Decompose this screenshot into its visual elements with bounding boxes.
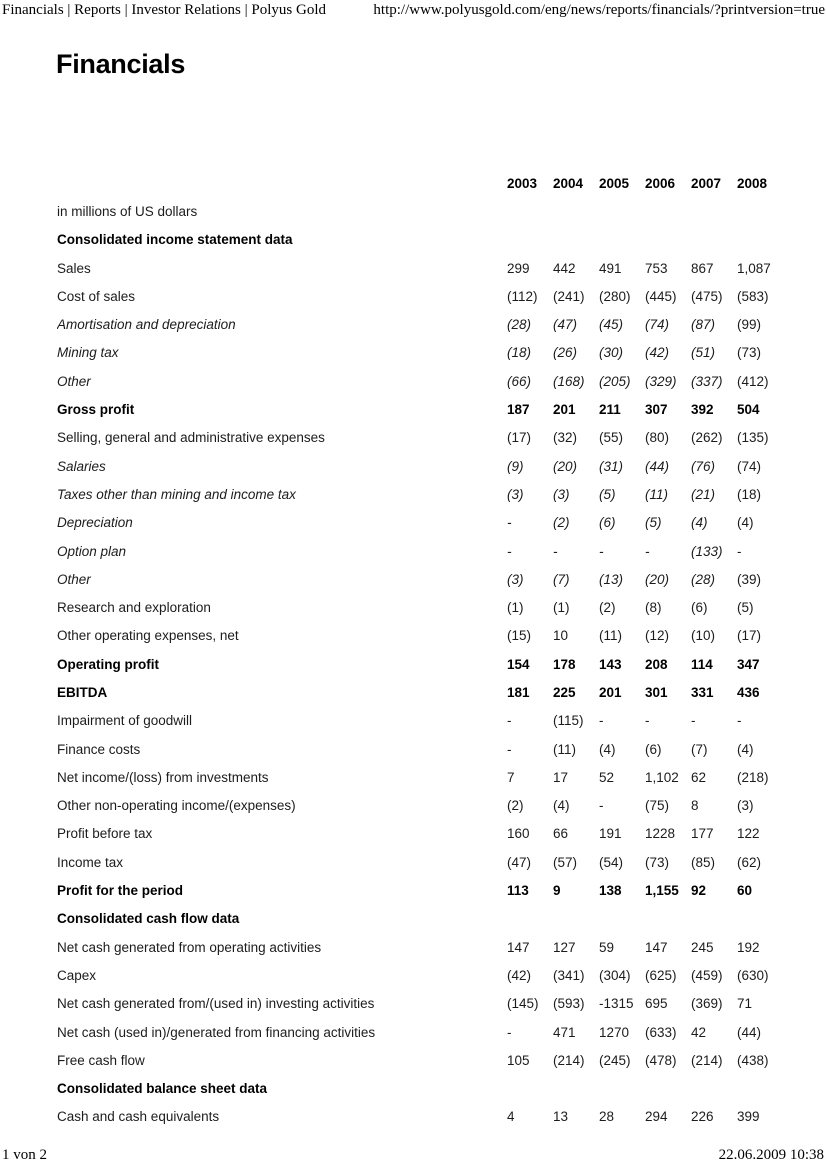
row-value: 294	[645, 1109, 668, 1125]
row-value	[691, 905, 737, 933]
year-header: 2003	[507, 175, 538, 191]
row-value: (6)	[691, 600, 708, 616]
row-value: -	[507, 741, 512, 757]
row-value: (54)	[599, 854, 624, 870]
year-header: 2004	[553, 175, 584, 191]
row-value: (1)	[507, 600, 524, 616]
row-value	[599, 226, 645, 254]
row-value: 299	[507, 260, 530, 276]
row-value: 4	[507, 1109, 515, 1125]
row-value: -	[645, 713, 650, 729]
row-value: 347	[737, 656, 760, 672]
row-value: 28	[599, 1109, 615, 1125]
financials-table	[57, 169, 801, 1131]
row-value: 127	[553, 939, 576, 955]
row-value: (11)	[599, 628, 623, 644]
row-value: -	[599, 798, 604, 814]
row-value: (214)	[553, 1052, 585, 1068]
row-value: -	[553, 543, 558, 559]
table-row	[57, 593, 801, 621]
row-value: (17)	[507, 430, 532, 446]
row-value: (2)	[599, 600, 616, 616]
row-value: 226	[691, 1109, 714, 1125]
row-value: (218)	[737, 769, 769, 785]
row-value	[645, 905, 691, 933]
row-value: 187	[507, 402, 530, 418]
row-value	[691, 1075, 737, 1103]
table-row	[57, 367, 801, 395]
row-value: 138	[599, 883, 622, 899]
page-number: 1 von 2	[2, 1147, 47, 1163]
table-row	[57, 339, 801, 367]
row-value: -1315	[599, 996, 634, 1012]
row-value: 42	[691, 1024, 707, 1040]
row-value: (4)	[737, 741, 754, 757]
row-label: Consolidated income statement data	[57, 232, 293, 248]
row-value: (3)	[737, 798, 754, 814]
row-value: (73)	[737, 345, 762, 361]
row-value: -	[507, 543, 512, 559]
table-row	[57, 848, 801, 876]
row-value: (341)	[553, 967, 585, 983]
row-value: (168)	[553, 373, 585, 389]
row-value: (369)	[691, 996, 723, 1012]
row-value: 60	[737, 883, 753, 899]
table-row	[57, 424, 801, 452]
row-value: (13)	[599, 571, 624, 587]
row-label: Operating profit	[57, 656, 159, 672]
row-label: Consolidated balance sheet data	[57, 1081, 268, 1097]
row-value: (412)	[737, 373, 769, 389]
row-label: Profit for the period	[57, 883, 183, 899]
row-value: 59	[599, 939, 615, 955]
table-row	[57, 537, 801, 565]
row-label: Net cash generated from/(used in) investing activities	[57, 996, 375, 1012]
table-row	[57, 961, 801, 989]
row-value: (3)	[507, 486, 524, 502]
row-value: 695	[645, 996, 668, 1012]
row-value: (32)	[553, 430, 578, 446]
row-value: -	[737, 713, 742, 729]
row-label: Cash and cash equivalents	[57, 1109, 220, 1125]
row-value	[553, 1075, 599, 1103]
row-label: Net income/(loss) from investments	[57, 769, 269, 785]
row-value	[645, 226, 691, 254]
row-value: -	[507, 1024, 512, 1040]
row-value: (31)	[599, 458, 624, 474]
row-value: 92	[691, 883, 707, 899]
table-row	[57, 1046, 801, 1074]
row-label: Other non-operating income/(expenses)	[57, 798, 296, 814]
row-value: 1270	[599, 1024, 630, 1040]
table-row	[57, 480, 801, 508]
row-value: (304)	[599, 967, 631, 983]
row-value	[507, 226, 553, 254]
row-value: (112)	[507, 288, 538, 304]
row-value: 211	[599, 402, 621, 418]
table-row	[57, 820, 801, 848]
row-value: (241)	[553, 288, 585, 304]
row-value: 177	[691, 826, 714, 842]
row-value: (21)	[691, 486, 716, 502]
row-value: (583)	[737, 288, 769, 304]
table-row	[57, 254, 801, 282]
row-label: Taxes other than mining and income tax	[57, 486, 296, 502]
page-title: Financials	[56, 49, 186, 79]
row-value	[507, 905, 553, 933]
row-value: 191	[599, 826, 622, 842]
row-value	[737, 226, 801, 254]
row-value: (280)	[599, 288, 631, 304]
table-row	[57, 876, 801, 904]
row-value: (42)	[645, 345, 670, 361]
row-label: Amortisation and depreciation	[57, 317, 236, 333]
row-value: -	[691, 713, 696, 729]
row-value: 471	[553, 1024, 576, 1040]
row-value: 13	[553, 1109, 569, 1125]
row-label: Net cash (used in)/generated from financing activities	[57, 1024, 376, 1040]
row-value: (80)	[645, 430, 670, 446]
row-value: (478)	[645, 1052, 677, 1068]
row-value: 147	[645, 939, 668, 955]
row-value: (205)	[599, 373, 631, 389]
row-value: 178	[553, 656, 576, 672]
row-value: (445)	[645, 288, 677, 304]
year-header-row	[57, 169, 801, 197]
row-value: (459)	[691, 967, 723, 983]
row-value: 867	[691, 260, 714, 276]
row-value: (42)	[507, 967, 532, 983]
row-value: 192	[737, 939, 760, 955]
row-value: (44)	[645, 458, 670, 474]
row-value: (47)	[507, 854, 532, 870]
row-value	[737, 1075, 801, 1103]
row-value: 201	[599, 684, 622, 700]
table-row	[57, 565, 801, 593]
row-value: -	[507, 515, 512, 531]
row-label: Selling, general and administrative expenses	[57, 430, 325, 446]
table-row	[57, 990, 801, 1018]
row-value: (18)	[737, 486, 762, 502]
row-value: (74)	[645, 317, 670, 333]
row-label: Income tax	[57, 854, 124, 870]
row-value: (85)	[691, 854, 716, 870]
row-value: (475)	[691, 288, 723, 304]
row-value: (4)	[691, 515, 708, 531]
row-value: -	[507, 713, 512, 729]
row-value: -	[737, 543, 742, 559]
row-value: (5)	[645, 515, 662, 531]
row-value: (5)	[737, 600, 754, 616]
row-value	[507, 1075, 553, 1103]
row-value	[553, 226, 599, 254]
row-value: 10	[553, 628, 569, 644]
row-value: 245	[691, 939, 714, 955]
row-value	[599, 905, 645, 933]
row-value: 491	[599, 260, 622, 276]
row-label: Research and exploration	[57, 600, 211, 616]
row-value: (145)	[507, 996, 539, 1012]
row-label: Consolidated cash flow data	[57, 911, 240, 927]
row-value: (133)	[691, 543, 723, 559]
row-label: EBITDA	[57, 684, 108, 700]
row-value: (15)	[507, 628, 532, 644]
row-value: -	[599, 713, 604, 729]
row-label: Profit before tax	[57, 826, 153, 842]
print-header	[2, 2, 825, 19]
table-row	[57, 282, 801, 310]
row-value: (1)	[553, 600, 570, 616]
row-value: (115)	[553, 713, 584, 729]
row-value: (4)	[737, 515, 754, 531]
row-value: (11)	[645, 486, 669, 502]
row-value: 66	[553, 826, 569, 842]
row-label: Salaries	[57, 458, 106, 474]
row-value: (66)	[507, 373, 532, 389]
row-value: (8)	[645, 600, 662, 616]
row-value: 154	[507, 656, 530, 672]
row-value: 208	[645, 656, 668, 672]
row-value: (74)	[737, 458, 762, 474]
row-label: Capex	[57, 967, 97, 983]
year-header: 2005	[599, 175, 630, 191]
row-value: 52	[599, 769, 615, 785]
row-value: 1,155	[645, 883, 679, 899]
row-value: (2)	[507, 798, 524, 814]
row-value: (4)	[599, 741, 616, 757]
row-value: (75)	[645, 798, 670, 814]
table-row	[57, 763, 801, 791]
row-label: Impairment of goodwill	[57, 713, 193, 729]
row-label: Net cash generated from operating activities	[57, 939, 322, 955]
row-value: 392	[691, 402, 714, 418]
row-value: (5)	[599, 486, 616, 502]
row-value: 504	[737, 402, 760, 418]
row-value: (245)	[599, 1052, 631, 1068]
table-row	[57, 678, 801, 706]
row-value	[737, 905, 801, 933]
row-value: (55)	[599, 430, 624, 446]
print-timestamp: 22.06.2009 10:38	[718, 1147, 824, 1163]
row-value: 113	[507, 883, 529, 899]
row-value	[553, 905, 599, 933]
row-value: 7	[507, 769, 515, 785]
row-value: (6)	[645, 741, 662, 757]
table-row	[57, 395, 801, 423]
table-row	[57, 905, 801, 933]
row-value: (11)	[553, 741, 577, 757]
row-value: (7)	[553, 571, 570, 587]
row-value: (625)	[645, 967, 677, 983]
row-value: 62	[691, 769, 707, 785]
row-value: (3)	[507, 571, 524, 587]
row-value: (9)	[507, 458, 524, 474]
row-value: (62)	[737, 854, 762, 870]
row-value: (30)	[599, 345, 624, 361]
row-value: (3)	[553, 486, 570, 502]
row-value: 399	[737, 1109, 760, 1125]
row-value: (99)	[737, 317, 762, 333]
row-label: Finance costs	[57, 741, 141, 757]
row-value: 114	[691, 656, 713, 672]
unit-note: in millions of US dollars	[57, 203, 198, 219]
table-row	[57, 735, 801, 763]
row-value: 442	[553, 260, 576, 276]
row-value: (44)	[737, 1024, 762, 1040]
year-header: 2007	[691, 175, 722, 191]
row-value: (2)	[553, 515, 570, 531]
row-value: (135)	[737, 430, 769, 446]
row-label: Cost of sales	[57, 288, 136, 304]
row-value: (51)	[691, 345, 716, 361]
row-value: (438)	[737, 1052, 769, 1068]
row-value: 753	[645, 260, 668, 276]
row-value: (262)	[691, 430, 723, 446]
row-value: 301	[645, 684, 668, 700]
row-value: (47)	[553, 317, 578, 333]
row-label: Option plan	[57, 543, 127, 559]
row-value: (18)	[507, 345, 532, 361]
row-value: 9	[553, 883, 561, 899]
row-value: (87)	[691, 317, 716, 333]
row-value: (4)	[553, 798, 570, 814]
print-header-title: Financials | Reports | Investor Relations | Polyus Gold	[2, 2, 326, 18]
row-value: (214)	[691, 1052, 723, 1068]
row-value: (337)	[691, 373, 723, 389]
row-label: Free cash flow	[57, 1052, 145, 1068]
row-value: (28)	[691, 571, 716, 587]
row-value: (7)	[691, 741, 708, 757]
unit-note-row	[57, 197, 801, 225]
row-value	[599, 1075, 645, 1103]
row-value: 160	[507, 826, 530, 842]
row-label: Sales	[57, 260, 91, 276]
row-value: 181	[507, 684, 530, 700]
year-header: 2006	[645, 175, 676, 191]
row-value: (630)	[737, 967, 769, 983]
row-value: (329)	[645, 373, 677, 389]
row-value: (28)	[507, 317, 532, 333]
table-row	[57, 707, 801, 735]
row-value: 147	[507, 939, 530, 955]
row-value	[691, 226, 737, 254]
row-value: 122	[737, 826, 760, 842]
row-label: Other	[57, 373, 91, 389]
table-row	[57, 933, 801, 961]
row-value: (76)	[691, 458, 716, 474]
row-value: 1,102	[645, 769, 679, 785]
row-label: Other	[57, 571, 91, 587]
row-value: (6)	[599, 515, 616, 531]
row-value: 17	[553, 769, 569, 785]
row-value: 1228	[645, 826, 676, 842]
row-value: (10)	[691, 628, 716, 644]
print-header-url: http://www.polyusgold.com/eng/news/reports/financials/?printversion=true	[373, 2, 825, 18]
row-value: 71	[737, 996, 753, 1012]
row-value: (20)	[553, 458, 578, 474]
row-value: 8	[691, 798, 699, 814]
table-row	[57, 1103, 801, 1131]
table-row	[57, 1075, 801, 1103]
row-value: 307	[645, 402, 668, 418]
row-value: 225	[553, 684, 576, 700]
row-label: Mining tax	[57, 345, 119, 361]
row-value: (73)	[645, 854, 670, 870]
row-value: (57)	[553, 854, 578, 870]
table-row	[57, 1018, 801, 1046]
row-label: Depreciation	[57, 515, 133, 531]
row-value: (593)	[553, 996, 585, 1012]
year-header-spacer	[57, 169, 507, 197]
row-value: (20)	[645, 571, 670, 587]
table-row	[57, 792, 801, 820]
row-value: (17)	[737, 628, 762, 644]
row-value: -	[599, 543, 604, 559]
row-value: (12)	[645, 628, 670, 644]
print-footer	[2, 1147, 824, 1164]
row-value	[645, 1075, 691, 1103]
table-row	[57, 310, 801, 338]
table-row	[57, 509, 801, 537]
row-value: 105	[507, 1052, 530, 1068]
table-row	[57, 650, 801, 678]
row-label: Gross profit	[57, 402, 135, 418]
row-value: 436	[737, 684, 760, 700]
row-label: Other operating expenses, net	[57, 628, 239, 644]
row-value: -	[645, 543, 650, 559]
row-value: (633)	[645, 1024, 677, 1040]
table-row	[57, 226, 801, 254]
row-value: (39)	[737, 571, 762, 587]
row-value: 201	[553, 402, 576, 418]
table-row	[57, 452, 801, 480]
row-value: 143	[599, 656, 622, 672]
row-value: (45)	[599, 317, 624, 333]
year-header: 2008	[737, 175, 768, 191]
row-value: (26)	[553, 345, 578, 361]
row-value: 331	[691, 684, 714, 700]
table-row	[57, 622, 801, 650]
row-value: 1,087	[737, 260, 771, 276]
